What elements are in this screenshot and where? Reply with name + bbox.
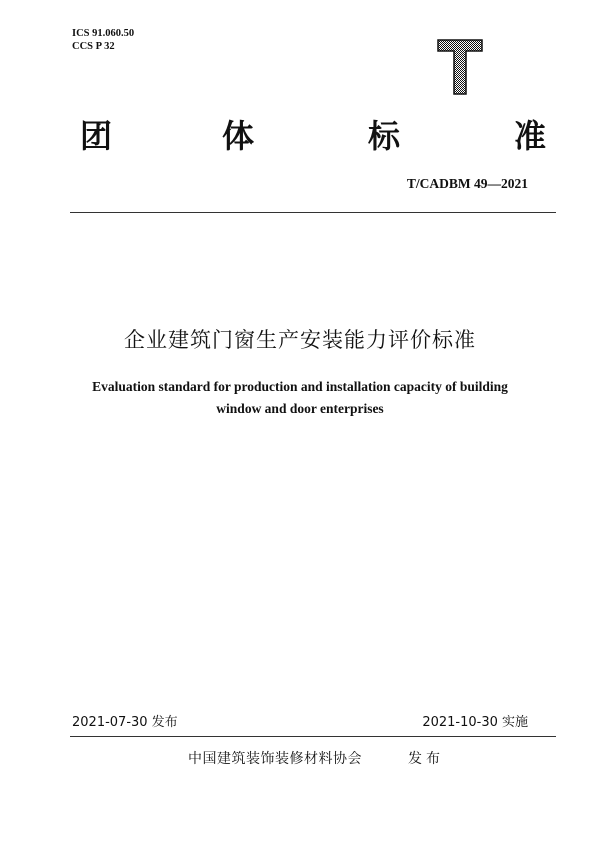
implementation-date: 2021-10-30 实施 — [422, 715, 528, 730]
category-char-1: 团 — [80, 117, 113, 155]
title-english-line-2: window and door enterprises — [216, 401, 384, 416]
title-chinese: 企业建筑门窗生产安装能力评价标准 — [124, 328, 476, 352]
publisher-name: 中国建筑装饰装修材料协会 — [188, 751, 362, 767]
standard-number: T/CADBM 49—2021 — [406, 176, 528, 191]
ccs-code: CCS P 32 — [72, 41, 115, 52]
standard-letter-t-logo-icon — [436, 38, 484, 96]
category-char-4: 准 — [514, 117, 547, 155]
title-english-line-1: Evaluation standard for production and installation capacity of building — [92, 379, 508, 394]
ics-code: ICS 91.060.50 — [72, 28, 135, 39]
issue-date: 2021-07-30 发布 — [72, 715, 178, 730]
category-char-2: 体 — [222, 117, 255, 155]
bottom-divider — [70, 736, 556, 737]
published-label: 发布 — [408, 751, 444, 767]
top-divider — [70, 212, 556, 213]
category-char-3: 标 — [368, 117, 401, 155]
